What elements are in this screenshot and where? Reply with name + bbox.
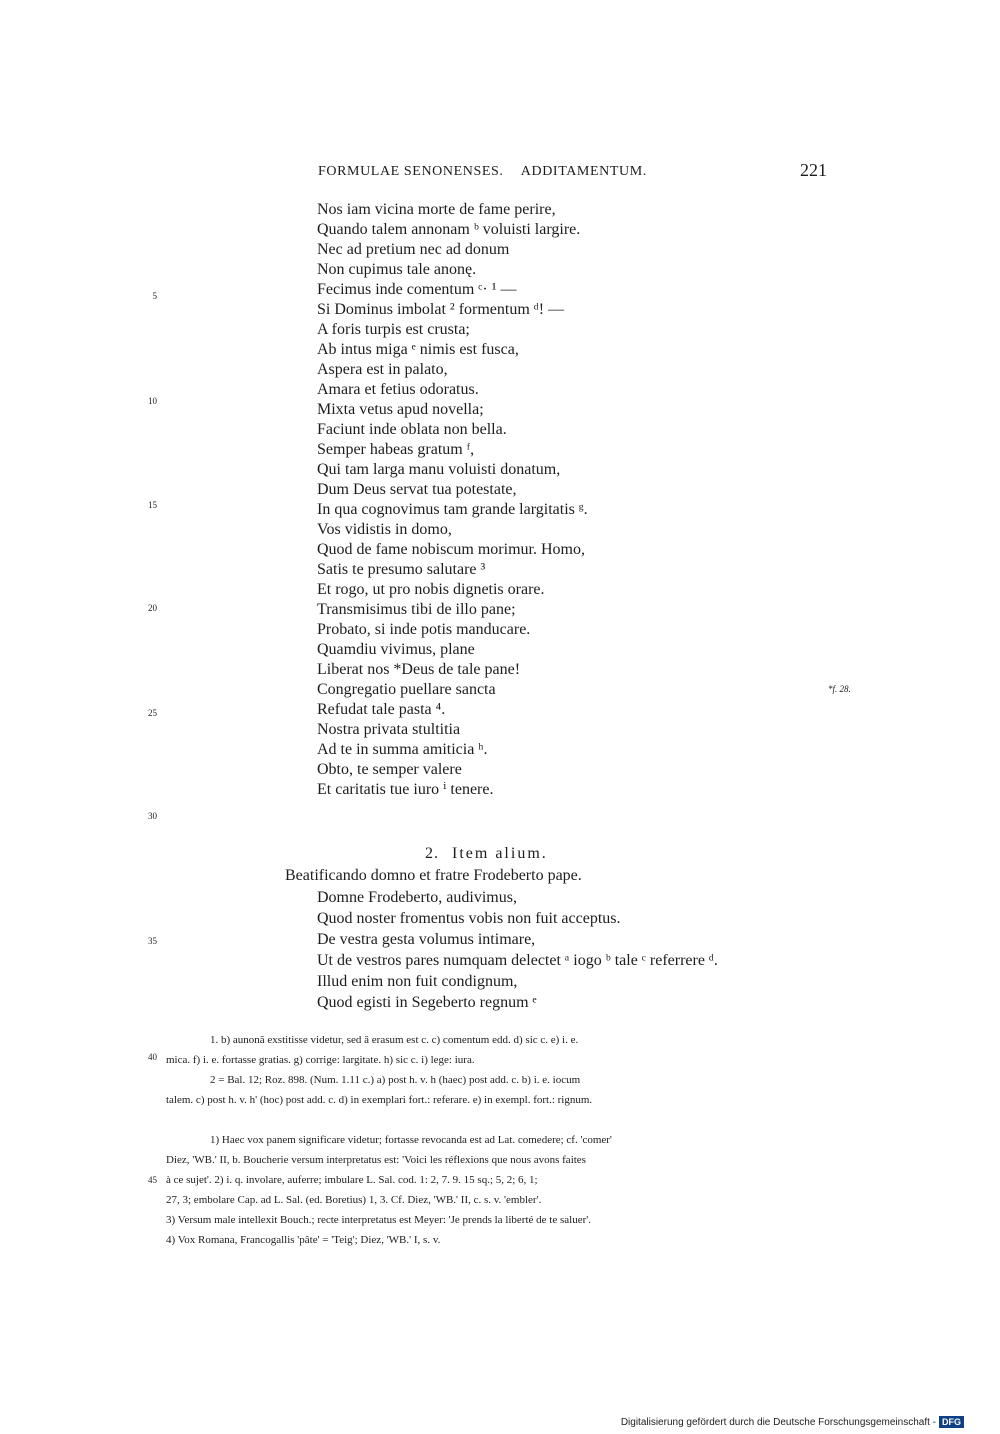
header-subtitle: ADDITAMENTUM. bbox=[520, 164, 647, 179]
note-line: à ce sujet'. 2) i. q. involare, auferre; imbulare L. Sal. cod. 1: 2, 7. 9. 15 sq.; 5, 2; 6, 1; bbox=[166, 1174, 538, 1186]
verse-line: De vestra gesta volumus intimare, bbox=[317, 931, 536, 948]
note-line: 1) Haec vox panem significare videtur; fortasse revocanda est ad Lat. comedere; cf. 'comer' bbox=[210, 1134, 612, 1146]
dfg-logo: DFG bbox=[939, 1416, 964, 1428]
line-number: 35 bbox=[148, 936, 157, 946]
note-line: 4) Vox Romana, Francogallis 'pâte' = 'Teig'; Diez, 'WB.' I, s. v. bbox=[166, 1234, 441, 1246]
poem-2 bbox=[317, 887, 718, 1013]
verse-line: Probato, si inde potis manducare. bbox=[317, 621, 531, 638]
verse-line: Quod noster fromentus vobis non fuit acceptus. bbox=[317, 910, 621, 927]
verse-line: Dum Deus servat tua potestate, bbox=[317, 481, 517, 498]
running-header bbox=[318, 164, 661, 180]
apparatus-line: 2 = Bal. 12; Roz. 898. (Num. 1.11 c.) a) post h. v. h (haec) post add. c. b) i. e. iocum bbox=[210, 1074, 581, 1086]
verse-line: A foris turpis est crusta; bbox=[317, 321, 470, 338]
verse-line: Ut de vestros pares numquam delectet ᵃ iogo ᵇ tale ᶜ referrere ᵈ. bbox=[317, 952, 718, 969]
verse-line: Non cupimus tale anonę. bbox=[317, 261, 477, 278]
section-title: Item alium. bbox=[452, 845, 548, 862]
verse-line: Semper habeas gratum ᶠ, bbox=[317, 441, 475, 458]
explanatory-notes bbox=[166, 1130, 612, 1250]
verse-line: Nostra privata stultitia bbox=[317, 721, 461, 738]
apparatus-line: 1. b) aunonă exstitisse videtur, sed ă erasum est c. c) comentum edd. d) sic c. e) i. e. bbox=[210, 1034, 579, 1046]
verse-line: Et caritatis tue iuro ⁱ tenere. bbox=[317, 781, 494, 798]
verse-line: Quamdiu vivimus, plane bbox=[317, 641, 475, 658]
line-number: 45 bbox=[148, 1175, 157, 1185]
section-heading bbox=[425, 845, 548, 863]
verse-line: Fecimus inde comentum ᶜ· ¹ — bbox=[317, 281, 517, 298]
apparatus-notes bbox=[166, 1030, 592, 1110]
note-line: 3) Versum male intellexit Bouch.; recte interpretatus est Meyer: 'Je prends la liberté de te saluer'. bbox=[166, 1214, 591, 1226]
line-number: 20 bbox=[148, 603, 157, 613]
poem-1 bbox=[317, 200, 588, 800]
verse-line: Mixta vetus apud novella; bbox=[317, 401, 484, 418]
verse-line: Ab intus miga ᵉ nimis est fusca, bbox=[317, 341, 519, 358]
verse-line: Transmisimus tibi de illo pane; bbox=[317, 601, 516, 618]
verse-line: Faciunt inde oblata non bella. bbox=[317, 421, 507, 438]
section-number: 2. bbox=[425, 845, 439, 862]
digitization-credit bbox=[621, 1416, 964, 1428]
verse-line: Domne Frodeberto, audivimus, bbox=[317, 889, 517, 906]
apparatus-line: mica. f) i. e. fortasse gratias. g) corrige: largitate. h) sic c. i) lege: iura. bbox=[166, 1054, 475, 1066]
verse-line: Vos vidistis in domo, bbox=[317, 521, 452, 538]
verse-line: Nos iam vicina morte de fame perire, bbox=[317, 201, 556, 218]
verse-line: Obto, te semper valere bbox=[317, 761, 462, 778]
verse-line: Nec ad pretium nec ad donum bbox=[317, 241, 510, 258]
line-number: 40 bbox=[148, 1052, 157, 1062]
verse-line: Satis te presumo salutare ³ bbox=[317, 561, 486, 578]
verse-line: Ad te in summa amiticia ʰ. bbox=[317, 741, 488, 758]
verse-line: Illud enim non fuit condignum, bbox=[317, 973, 518, 990]
verse-line: Refudat tale pasta ⁴. bbox=[317, 701, 446, 718]
line-number: 10 bbox=[148, 396, 157, 406]
poem-2-dedication: Beatificando domno et fratre Frodeberto pape. bbox=[285, 867, 582, 884]
line-number: 25 bbox=[148, 708, 157, 718]
verse-line: Quod egisti in Segeberto regnum ᵉ bbox=[317, 994, 537, 1011]
verse-line: In qua cognovimus tam grande largitatis ᵍ. bbox=[317, 501, 588, 518]
verse-line: Quod de fame nobiscum morimur. Homo, bbox=[317, 541, 585, 558]
margin-folio-note: *f. 28. bbox=[828, 684, 851, 694]
verse-line: Et rogo, ut pro nobis dignetis orare. bbox=[317, 581, 545, 598]
verse-line: Liberat nos *Deus de tale pane! bbox=[317, 661, 521, 678]
verse-line: Si Dominus imbolat ² formentum ᵈ! — bbox=[317, 301, 565, 318]
apparatus-line: talem. c) post h. v. h' (hoc) post add. c. d) in exemplari fort.: referare. e) in exempl. fort.: rignum. bbox=[166, 1094, 593, 1106]
line-number: 30 bbox=[148, 811, 157, 821]
verse-line: Congregatio puellare sancta bbox=[317, 681, 496, 698]
note-line: Diez, 'WB.' II, b. Boucherie versum interpretatus est: 'Voici les réflexions que nous avons faites bbox=[166, 1154, 586, 1166]
verse-line: Quando talem annonam ᵇ voluisti largire. bbox=[317, 221, 581, 238]
verse-line: Qui tam larga manu voluisti donatum, bbox=[317, 461, 561, 478]
line-number: 15 bbox=[148, 500, 157, 510]
line-number: 5 bbox=[152, 291, 157, 301]
credit-text: Digitalisierung gefördert durch die Deutsche Forschungsgemeinschaft - bbox=[620, 1417, 936, 1428]
verse-line: Aspera est in palato, bbox=[317, 361, 448, 378]
page-number: 221 bbox=[800, 160, 827, 180]
header-title: FORMULAE SENONENSES. bbox=[318, 164, 504, 179]
verse-line: Amara et fetius odoratus. bbox=[317, 381, 479, 398]
note-line: 27, 3; embolare Cap. ad L. Sal. (ed. Boretius) 1, 3. Cf. Diez, 'WB.' II, c. s. v. 'embler'. bbox=[166, 1194, 542, 1206]
